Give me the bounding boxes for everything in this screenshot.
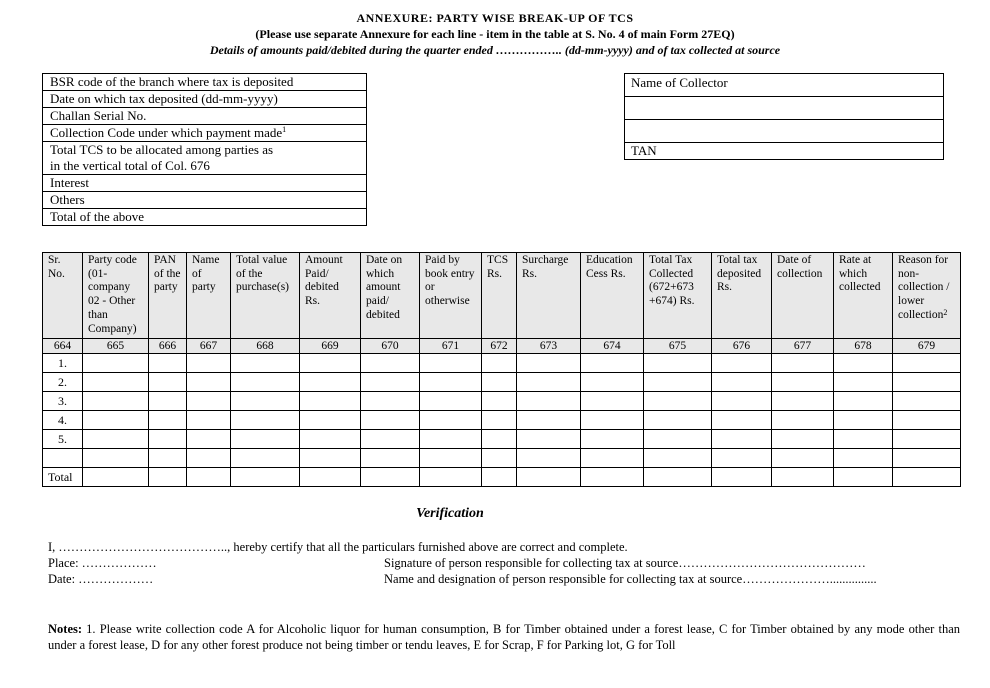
table-cell[interactable] <box>834 449 893 468</box>
table-cell[interactable] <box>300 392 361 411</box>
tan-field[interactable]: TAN <box>625 143 944 160</box>
table-cell[interactable] <box>187 392 231 411</box>
total-above-field[interactable]: Total of the above <box>43 209 367 226</box>
table-body <box>43 354 961 468</box>
others-field[interactable]: Others <box>43 192 367 209</box>
table-cell[interactable] <box>772 468 834 487</box>
table-cell[interactable] <box>361 430 420 449</box>
notes <box>48 621 960 653</box>
total-tcs-field[interactable] <box>43 142 367 175</box>
table-cell[interactable] <box>517 411 581 430</box>
table-row <box>43 373 961 392</box>
table-cell[interactable] <box>149 430 187 449</box>
col-num: 673 <box>517 339 581 354</box>
table-cell[interactable] <box>361 392 420 411</box>
col-header-rate: Rate at which collected <box>834 253 893 339</box>
table-cell[interactable] <box>893 430 961 449</box>
col-num: 674 <box>581 339 644 354</box>
table-cell[interactable] <box>834 468 893 487</box>
col-num: 676 <box>712 339 772 354</box>
table-cell[interactable] <box>834 354 893 373</box>
table-cell[interactable] <box>361 354 420 373</box>
challan-serial-field[interactable]: Challan Serial No. <box>43 108 367 125</box>
col-num: 668 <box>231 339 300 354</box>
table-cell[interactable] <box>517 468 581 487</box>
col-header-education-cess: Education Cess Rs. <box>581 253 644 339</box>
col-header-amount-paid: Amount Paid/ debited Rs. <box>300 253 361 339</box>
table-cell[interactable] <box>893 392 961 411</box>
collection-code-field[interactable] <box>43 125 367 142</box>
signature-field[interactable]: Signature of person responsible for collecting tax at source……………………………………… <box>384 556 866 570</box>
table-cell[interactable] <box>581 392 644 411</box>
reason-label: Reason for non-collection / lower collection <box>898 254 950 321</box>
table-cell[interactable] <box>834 373 893 392</box>
table-cell[interactable] <box>187 468 231 487</box>
col-header-party-code: Party code (01- company 02 - Other than Company) <box>83 253 149 339</box>
table-cell[interactable] <box>712 373 772 392</box>
table-cell[interactable] <box>893 354 961 373</box>
table-cell[interactable] <box>772 392 834 411</box>
table-cell[interactable] <box>482 411 517 430</box>
table-cell[interactable] <box>482 468 517 487</box>
col-header-paid-by: Paid by book entry or otherwise <box>420 253 482 339</box>
table-cell[interactable] <box>517 449 581 468</box>
table-cell[interactable] <box>149 392 187 411</box>
table-cell[interactable] <box>420 354 482 373</box>
col-header-total-value: Total value of the purchase(s) <box>231 253 300 339</box>
table-cell[interactable] <box>893 449 961 468</box>
deposit-date-field[interactable]: Date on which tax deposited (dd-mm-yyyy) <box>43 91 367 108</box>
table-cell[interactable] <box>712 449 772 468</box>
bsr-code-field[interactable]: BSR code of the branch where tax is deposited <box>43 74 367 91</box>
collector-box <box>624 73 944 160</box>
table-cell[interactable] <box>420 392 482 411</box>
table-cell[interactable] <box>231 354 300 373</box>
col-num: 672 <box>482 339 517 354</box>
table-cell[interactable] <box>517 373 581 392</box>
table-cell[interactable] <box>482 449 517 468</box>
notes-label: Notes: <box>48 622 83 636</box>
col-num: 678 <box>834 339 893 354</box>
table-row <box>43 430 961 449</box>
form-title: ANNEXURE: PARTY WISE BREAK-UP OF TCS <box>356 11 634 25</box>
table-cell[interactable] <box>187 449 231 468</box>
sr-no-cell: 2. <box>43 373 83 392</box>
table-cell[interactable] <box>149 468 187 487</box>
table-cell[interactable] <box>420 430 482 449</box>
table-cell[interactable] <box>772 354 834 373</box>
certify-statement: I, ………………………………….., hereby certify that all the particulars furnished above are correct and complete. <box>48 540 628 554</box>
table-cell[interactable] <box>420 411 482 430</box>
col-num: 664 <box>43 339 83 354</box>
party-breakup-table <box>42 252 961 487</box>
collector-name-field-2[interactable] <box>625 120 944 143</box>
table-cell[interactable] <box>149 354 187 373</box>
table-cell[interactable] <box>772 411 834 430</box>
challan-details-box <box>42 73 367 226</box>
col-num: 666 <box>149 339 187 354</box>
table-cell[interactable] <box>231 392 300 411</box>
table-cell[interactable] <box>187 411 231 430</box>
col-header-reason <box>893 253 961 339</box>
table-cell[interactable] <box>300 373 361 392</box>
table-cell[interactable] <box>420 373 482 392</box>
table-row <box>43 354 961 373</box>
table-cell[interactable] <box>83 411 149 430</box>
table-cell[interactable] <box>644 468 712 487</box>
place-field[interactable]: Place: ……………… <box>48 556 157 570</box>
col-num: 671 <box>420 339 482 354</box>
column-number-row <box>43 339 961 354</box>
table-cell[interactable] <box>300 449 361 468</box>
col-header-surcharge: Surcharge Rs. <box>517 253 581 339</box>
table-cell[interactable] <box>644 392 712 411</box>
col-header-sr-no: Sr. No. <box>43 253 83 339</box>
col-num: 677 <box>772 339 834 354</box>
table-cell[interactable] <box>712 411 772 430</box>
table-cell[interactable] <box>834 392 893 411</box>
table-row <box>43 392 961 411</box>
table-cell[interactable] <box>581 468 644 487</box>
form-subtitle: (Please use separate Annexure for each line - item in the table at S. No. 4 of main Form 27EQ) <box>255 27 735 41</box>
table-cell[interactable] <box>644 430 712 449</box>
header-row <box>43 253 961 339</box>
col-header-pan: PAN of the party <box>149 253 187 339</box>
table-cell[interactable] <box>644 411 712 430</box>
table-cell[interactable] <box>712 392 772 411</box>
table-cell[interactable] <box>231 373 300 392</box>
table-cell[interactable] <box>83 430 149 449</box>
table-cell[interactable] <box>581 449 644 468</box>
table-cell[interactable] <box>231 468 300 487</box>
collector-name-field[interactable] <box>625 97 944 120</box>
table-cell[interactable] <box>581 354 644 373</box>
col-num: 679 <box>893 339 961 354</box>
table-cell[interactable] <box>149 411 187 430</box>
table-cell[interactable] <box>581 430 644 449</box>
total-tcs-label-line2: in the vertical total of Col. 676 <box>50 158 210 173</box>
notes-text: 1. Please write collection code A for Alcoholic liquor for human consumption, B for Timber obtained under a forest lease, C for Timber obtained by any mode other than under a forest lease, D for any other forest produce not being timber or tendu leaves, E for Scrap, F for Parking lot, G for Toll <box>48 622 960 652</box>
col-header-name: Name of party <box>187 253 231 339</box>
designation-field[interactable]: Name and designation of person responsible for collecting tax at source…………………............... <box>384 572 877 586</box>
table-cell[interactable] <box>83 392 149 411</box>
sr-no-cell: 3. <box>43 392 83 411</box>
table-cell[interactable] <box>893 373 961 392</box>
table-cell[interactable] <box>187 430 231 449</box>
table-cell[interactable] <box>517 354 581 373</box>
table-cell[interactable] <box>893 468 961 487</box>
table-cell[interactable] <box>361 468 420 487</box>
table-cell[interactable] <box>187 354 231 373</box>
col-header-total-tax-collected: Total Tax Collected (672+673 +674) Rs. <box>644 253 712 339</box>
table-cell[interactable] <box>361 449 420 468</box>
col-header-date-collection: Date of collection <box>772 253 834 339</box>
sr-no-cell <box>43 449 83 468</box>
table-cell[interactable] <box>482 354 517 373</box>
table-cell[interactable] <box>581 373 644 392</box>
table-cell[interactable] <box>361 373 420 392</box>
table-cell[interactable] <box>834 411 893 430</box>
table-cell[interactable] <box>834 430 893 449</box>
col-header-date-paid: Date on which amount paid/ debited <box>361 253 420 339</box>
table-cell[interactable] <box>231 449 300 468</box>
table-cell[interactable] <box>482 430 517 449</box>
form-details: Details of amounts paid/debited during the quarter ended …………….. (dd-mm-yyyy) and of tax collected at source <box>209 43 781 57</box>
table-cell[interactable] <box>644 373 712 392</box>
table-cell[interactable] <box>83 449 149 468</box>
col-num: 675 <box>644 339 712 354</box>
table-cell[interactable] <box>712 468 772 487</box>
date-field[interactable]: Date: ……………… <box>48 572 154 586</box>
table-cell[interactable] <box>893 411 961 430</box>
table-cell[interactable] <box>581 411 644 430</box>
sr-no-cell: 1. <box>43 354 83 373</box>
table-row <box>43 449 961 468</box>
table-cell[interactable] <box>420 449 482 468</box>
table-cell[interactable] <box>300 411 361 430</box>
table-cell[interactable] <box>482 373 517 392</box>
table-cell[interactable] <box>644 449 712 468</box>
table-cell[interactable] <box>231 411 300 430</box>
col-header-total-tax-deposited: Total tax deposited Rs. <box>712 253 772 339</box>
col-num: 669 <box>300 339 361 354</box>
table-cell[interactable] <box>772 449 834 468</box>
sr-no-cell: 5. <box>43 430 83 449</box>
total-tcs-label: Total TCS to be allocated among parties as <box>50 142 274 157</box>
collection-code-label: Collection Code under which payment made <box>50 125 283 140</box>
col-header-tcs: TCS Rs. <box>482 253 517 339</box>
table-cell[interactable] <box>482 392 517 411</box>
table-cell[interactable] <box>83 354 149 373</box>
table-cell[interactable] <box>83 373 149 392</box>
table-row <box>43 411 961 430</box>
table-cell[interactable] <box>712 430 772 449</box>
total-row <box>43 468 961 487</box>
table-cell[interactable] <box>772 373 834 392</box>
table-cell[interactable] <box>420 468 482 487</box>
table-cell[interactable] <box>300 468 361 487</box>
col-num: 665 <box>83 339 149 354</box>
table-cell[interactable] <box>83 468 149 487</box>
col-num: 670 <box>361 339 420 354</box>
table-cell[interactable] <box>149 449 187 468</box>
table-cell[interactable] <box>149 373 187 392</box>
footnote-marker: 1 <box>282 125 287 134</box>
col-num: 667 <box>187 339 231 354</box>
interest-field[interactable]: Interest <box>43 175 367 192</box>
collector-name-label: Name of Collector <box>625 74 944 97</box>
sr-no-cell: 4. <box>43 411 83 430</box>
table-cell[interactable] <box>300 430 361 449</box>
table-cell[interactable] <box>712 354 772 373</box>
total-label: Total <box>43 468 83 487</box>
table-cell[interactable] <box>300 354 361 373</box>
table-cell[interactable] <box>644 354 712 373</box>
table-cell[interactable] <box>231 430 300 449</box>
verification-title: Verification <box>416 506 484 521</box>
table-cell[interactable] <box>517 430 581 449</box>
table-cell[interactable] <box>361 411 420 430</box>
table-cell[interactable] <box>517 392 581 411</box>
table-cell[interactable] <box>772 430 834 449</box>
table-cell[interactable] <box>187 373 231 392</box>
footnote-marker: 2 <box>943 307 948 317</box>
